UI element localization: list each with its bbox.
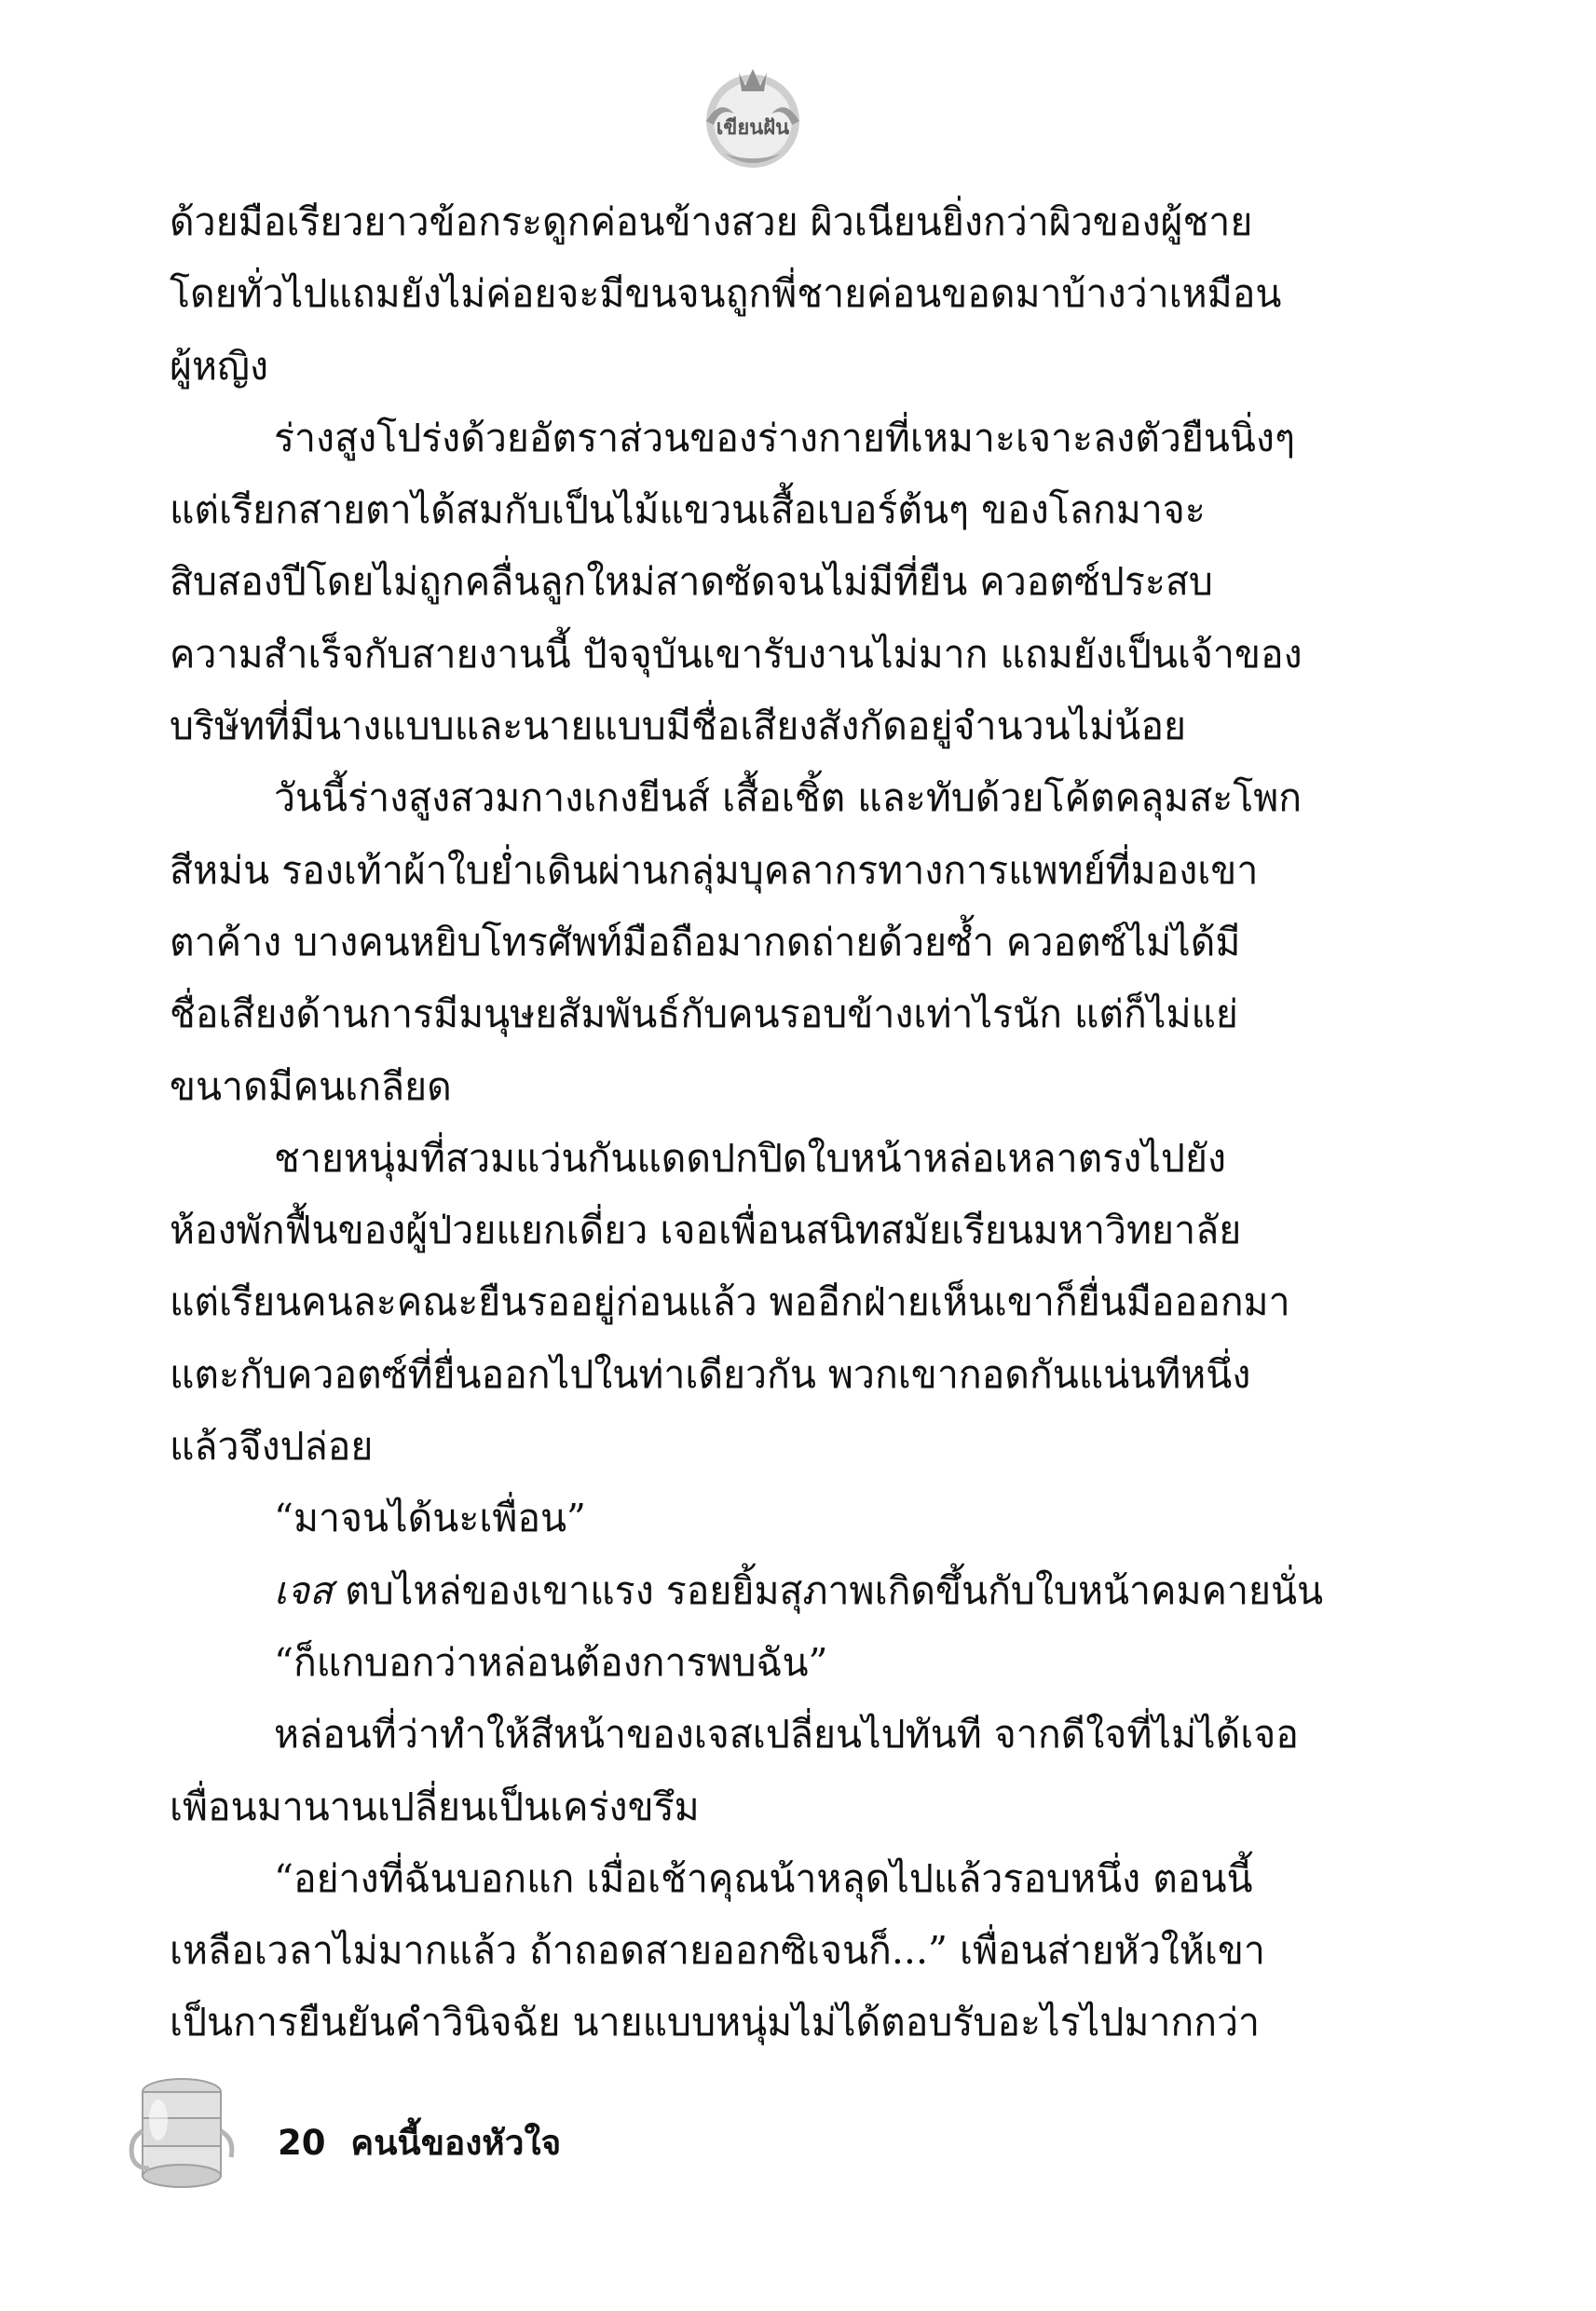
text-line-content: หล่อนที่ว่าทำให้สีหน้าของเจสเปลี่ยนไปทันที จากดีใจที่ไม่ได้เจอ	[274, 1712, 1299, 1757]
text-line-content: ตบไหล่ของเขาแรง รอยยิ้มสุภาพเกิดขึ้นกับใบหน้าคมคายนั่น	[333, 1567, 1324, 1613]
text-line	[170, 1699, 1334, 1771]
text-line-content: สีหม่น รองเท้าผ้าใบย่ำเดินผ่านกลุ่มบุคลากรทางการแพทย์ที่มองเขา	[170, 847, 1259, 893]
text-line	[170, 1123, 1334, 1195]
text-line-content: ร่างสูงโปร่งด้วยอัตราส่วนของร่างกายที่เหมาะเจาะลงตัวยืนนิ่งๆ	[274, 415, 1295, 460]
text-line	[170, 1266, 1334, 1338]
text-line-content: “มาจนได้นะเพื่อน”	[274, 1496, 587, 1541]
text-line-content: เป็นการยืนยันคำวินิจฉัย นายแบบหนุ่มไม่ได้ตอบรับอะไรไปมากกว่า	[170, 2000, 1261, 2045]
text-line	[170, 619, 1334, 691]
text-line	[170, 1843, 1334, 1915]
text-line	[170, 762, 1334, 834]
text-line	[170, 1555, 1334, 1627]
text-line	[170, 1483, 1334, 1554]
logo-text: เขียนฝัน	[716, 116, 790, 140]
page-number: 20	[278, 2123, 326, 2163]
text-line-content: “ก็แกบอกว่าหล่อนต้องการพบฉัน”	[274, 1639, 828, 1685]
body-text	[170, 186, 1334, 2059]
text-line-content: “อย่างที่ฉันบอกแก เมื่อเช้าคุณน้าหลุดไปแล้วรอบหนึ่ง ตอนนี้	[274, 1855, 1253, 1901]
italic-name: เจส	[274, 1567, 334, 1613]
text-line	[170, 835, 1334, 907]
text-line-content: แต่เรียนคนละคณะยืนรออยู่ก่อนแล้ว พออีกฝ่ายเห็นเขาก็ยื่นมือออกมา	[170, 1279, 1290, 1325]
text-line	[170, 1915, 1334, 1987]
text-line-content: แต่เรียกสายตาได้สมกับเป็นไม้แขวนเสื้อเบอร์ต้นๆ ของโลกมาจะ	[170, 487, 1206, 533]
text-line-content: ด้วยมือเรียวยาวข้อกระดูกค่อนข้างสวย ผิวเนียนยิ่งกว่าผิวของผู้ชาย	[170, 199, 1253, 244]
text-line	[170, 331, 1334, 403]
text-line-content: ชื่อเสียงด้านการมีมนุษยสัมพันธ์กับคนรอบข้างเท่าไรนัก แต่ก็ไม่แย่	[170, 991, 1238, 1037]
text-line	[170, 1627, 1334, 1699]
text-line-content: แล้วจึงปล่อย	[170, 1424, 374, 1470]
text-line	[170, 258, 1334, 330]
text-line-content: บริษัทที่มีนางแบบและนายแบบมีชื่อเสียงสังกัดอยู่จำนวนไม่น้อย	[170, 704, 1186, 749]
text-line-content: ตาค้าง บางคนหยิบโทรศัพท์มือถือมากดถ่ายด้วยซ้ำ ควอตซ์ไม่ได้มี	[170, 919, 1241, 964]
book-title: คนนี้ของหัวใจ	[350, 2123, 562, 2163]
text-line-content: เหลือเวลาไม่มากแล้ว ถ้าถอดสายออกซิเจนก็...” เพื่อนส่ายหัวให้เขา	[170, 1928, 1265, 1974]
text-line-content: ขนาดมีคนเกลียด	[170, 1063, 452, 1109]
text-line-content: แตะกับควอตซ์ที่ยื่นออกไปในท่าเดียวกัน พวกเขากอดกันแน่นทีหนึ่ง	[170, 1351, 1251, 1397]
text-line	[170, 474, 1334, 546]
text-line-content: ความสำเร็จกับสายงานนี้ ปัจจุบันเขารับงานไม่มาก แถมยังเป็นเจ้าของ	[170, 631, 1303, 677]
text-line-content: ชายหนุ่มที่สวมแว่นกันแดดปกปิดใบหน้าหล่อเหลาตรงไปยัง	[274, 1135, 1226, 1181]
text-line	[170, 546, 1334, 618]
text-line	[170, 978, 1334, 1050]
logo-emblem-icon	[688, 56, 818, 186]
text-line	[170, 1771, 1334, 1843]
text-line	[170, 1339, 1334, 1411]
text-line-content: สิบสองปีโดยไม่ถูกคลื่นลูกใหม่สาดซัดจนไม่มีที่ยืน ควอตซ์ประสบ	[170, 559, 1213, 605]
text-line-content: โดยทั่วไปแถมยังไม่ค่อยจะมีขนจนถูกพี่ชายค่อนขอดมาบ้างว่าเหมือน	[170, 271, 1282, 317]
page-footer	[278, 2115, 561, 2170]
text-line	[170, 186, 1334, 258]
text-line	[170, 691, 1334, 762]
text-line	[170, 1987, 1334, 2058]
text-line-content: ผู้หญิง	[170, 343, 269, 389]
text-line	[170, 403, 1334, 474]
text-line-content: วันนี้ร่างสูงสวมกางเกงยีนส์ เสื้อเชิ้ต และทับด้วยโค้ตคลุมสะโพก	[274, 775, 1303, 821]
text-line	[170, 1411, 1334, 1483]
text-line	[170, 907, 1334, 978]
steamer-pot-icon	[121, 2064, 242, 2208]
text-line	[170, 1195, 1334, 1266]
text-line-content: ห้องพักฟื้นของผู้ป่วยแยกเดี่ยว เจอเพื่อนสนิทสมัยเรียนมหาวิทยาลัย	[170, 1208, 1242, 1253]
text-line-content: เพื่อนมานานเปลี่ยนเป็นเคร่งขรึม	[170, 1784, 700, 1829]
text-line	[170, 1051, 1334, 1123]
